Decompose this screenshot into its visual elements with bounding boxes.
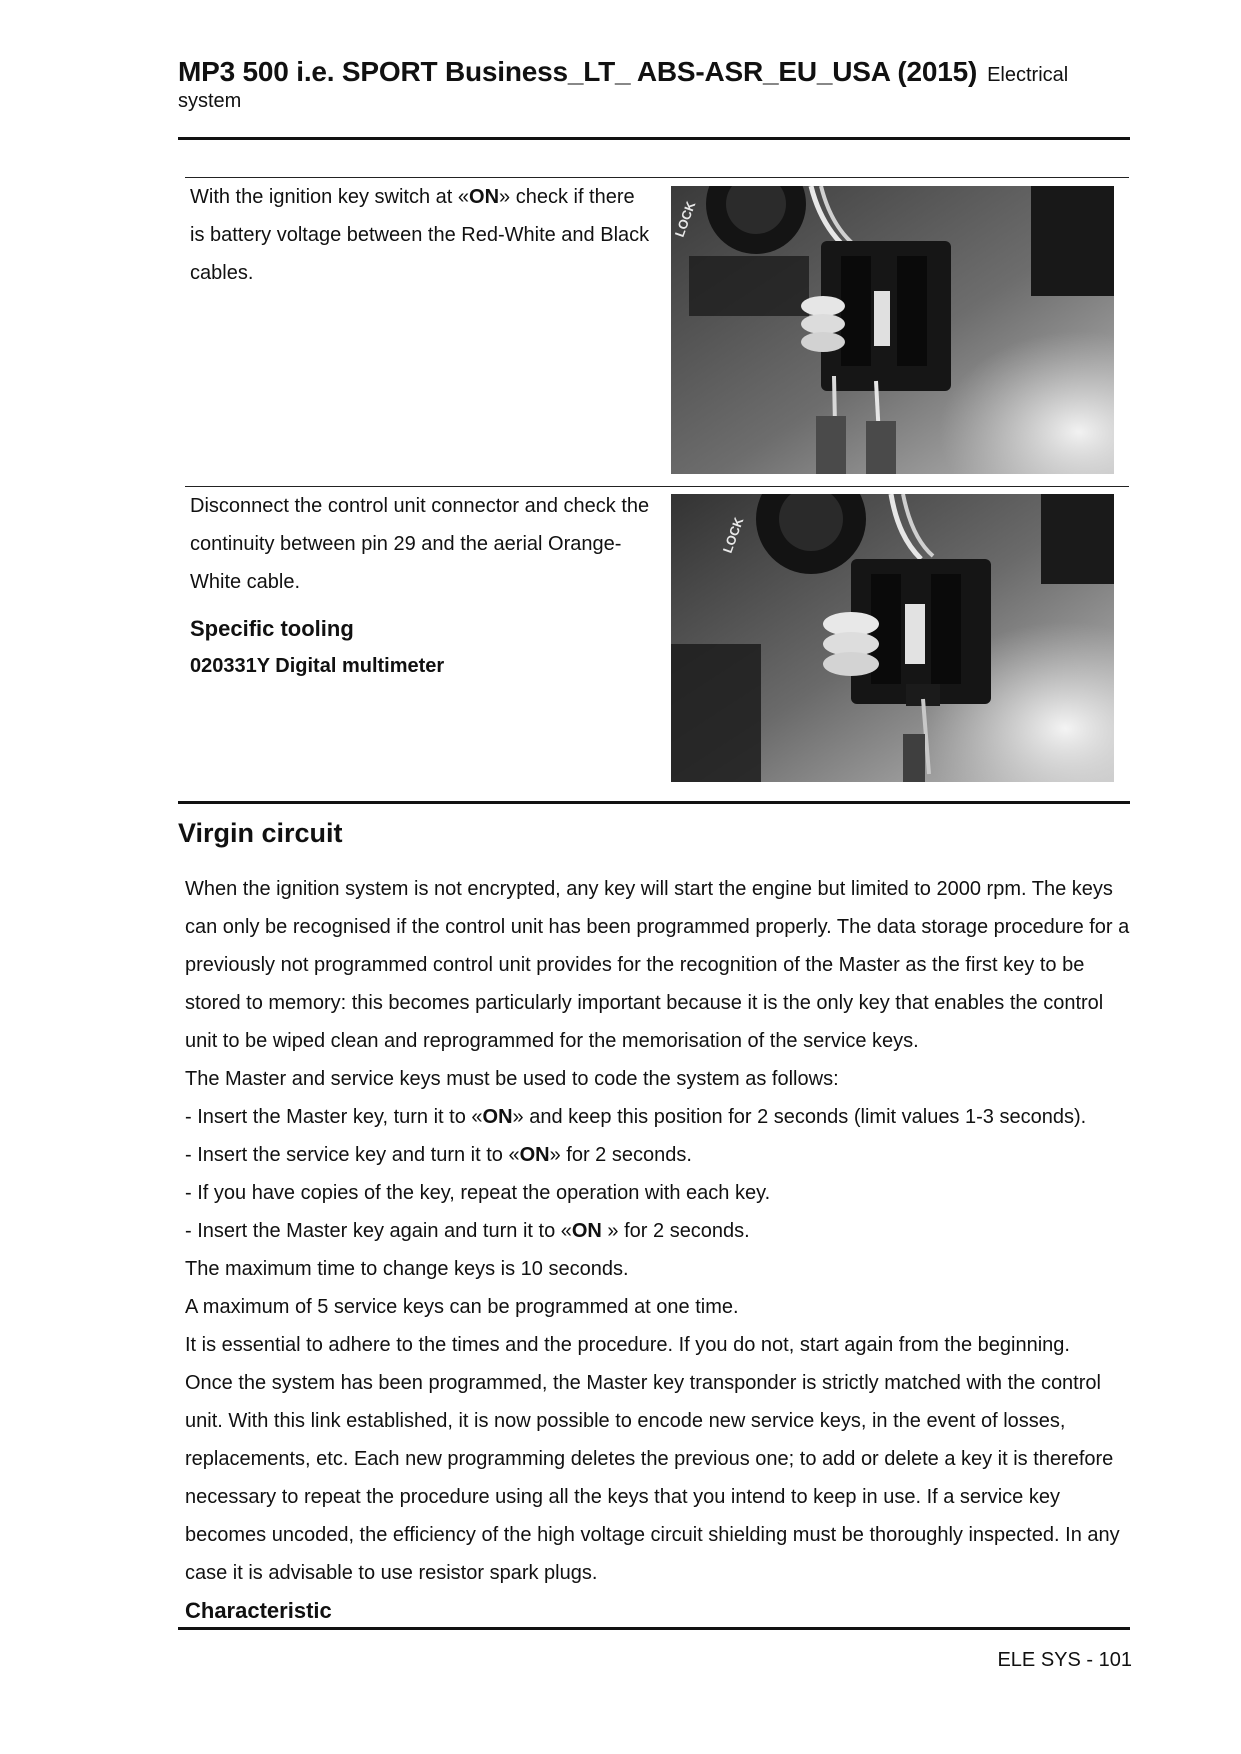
intro-paragraph: When the ignition system is not encrypted, any key will start the engine but limited to 2000 rpm. The keys can only be recognised if the control unit has been programmed properly. The data storage procedure for a previously not programmed control unit provides for the recognition of the Master as the first key to be stored to memory: this becomes particularly important because it is the only key that enables the control unit to be wiped clean and reprogrammed for the memorisation of the service keys. xyxy=(185,878,1130,1052)
step-2-instruction: Disconnect the control unit connector and check the continuity between pin 29 and the aerial Orange-White cable. xyxy=(190,495,650,593)
max-time-note: The maximum time to change keys is 10 seconds. xyxy=(185,1258,629,1280)
virgin-circuit-body xyxy=(185,870,1133,1630)
section-heading: Virgin circuit xyxy=(178,818,343,848)
lock-label-1: LOCK xyxy=(671,199,699,240)
step-1-text-post: » check if there is battery voltage between the Red-White and Black cables. xyxy=(190,186,650,284)
section-name-continued: system xyxy=(178,90,242,112)
tooling-item: 020331Y Digital multimeter xyxy=(190,655,445,677)
section-name: Electrical xyxy=(987,64,1069,86)
procedure-step-1: - Insert the Master key, turn it to «ON» and keep this position for 2 seconds (limit values 1-3 seconds). xyxy=(185,1106,1087,1128)
closing-paragraph: Once the system has been programmed, the Master key transponder is strictly matched with the control unit. With this link established, it is now possible to encode new service keys, in the event of losses, replacements, etc. Each new programming deletes the previous one; to add or delete a key it is therefore necessary to repeat the procedure using all the keys that you intend to keep in use. If a service key becomes uncoded, the efficiency of the high voltage circuit shielding must be thoroughly inspected. In any case it is advisable to use resistor spark plugs. xyxy=(185,1372,1120,1584)
section-rule xyxy=(178,801,1130,804)
lock-label-2: LOCK xyxy=(719,515,747,556)
connector-photo-1 xyxy=(671,186,1114,474)
connector-photo-2 xyxy=(671,494,1114,782)
procedure-step-4: - Insert the Master key again and turn it to «ON » for 2 seconds. xyxy=(185,1220,750,1242)
procedure-step-2: - Insert the service key and turn it to «ON» for 2 seconds. xyxy=(185,1144,692,1166)
essential-note: It is essential to adhere to the times and the procedure. If you do not, start again from the beginning. xyxy=(185,1334,1070,1356)
page-header xyxy=(178,56,1130,113)
tooling-heading: Specific tooling xyxy=(190,616,354,641)
step-1-on: ON xyxy=(469,186,500,208)
header-rule xyxy=(178,137,1130,140)
document-title: MP3 500 i.e. SPORT Business_LT_ ABS-ASR_EU_USA (2015) xyxy=(178,56,978,87)
characteristic-heading: Characteristic xyxy=(185,1598,332,1623)
step-2-text xyxy=(190,487,650,683)
max-keys-note: A maximum of 5 service keys can be programmed at one time. xyxy=(185,1296,739,1318)
step-1-text xyxy=(190,178,650,292)
coding-intro: The Master and service keys must be used to code the system as follows: xyxy=(185,1068,839,1090)
procedure-step-3: - If you have copies of the key, repeat the operation with each key. xyxy=(185,1182,771,1204)
step-1-text-pre: With the ignition key switch at « xyxy=(190,186,470,208)
footer-rule xyxy=(178,1627,1130,1630)
page-number: ELE SYS - 101 xyxy=(997,1649,1132,1671)
